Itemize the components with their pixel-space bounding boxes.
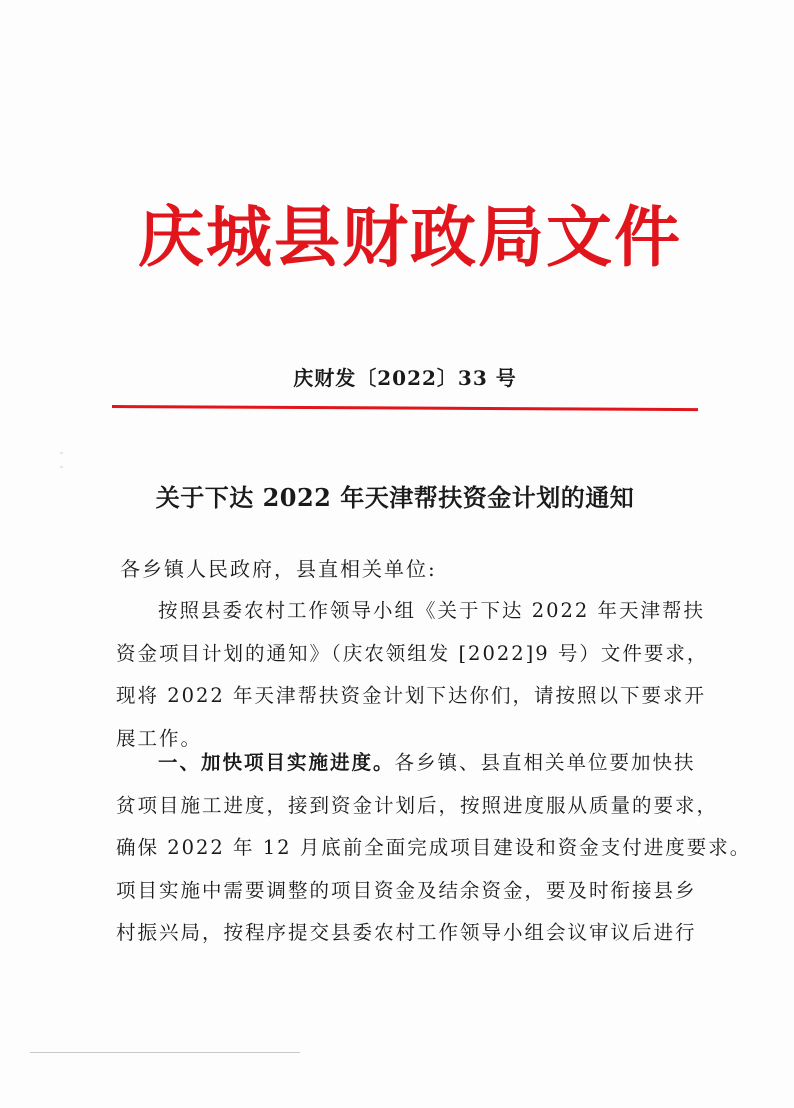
paragraph-line: 项目实施中需要调整的项目资金及结余资金，要及时衔接县乡 (116, 878, 697, 902)
footer-rule (30, 1052, 300, 1053)
scan-artifact (60, 452, 63, 454)
paragraph-intro (116, 590, 709, 760)
paragraph-line: 现将 2022 年天津帮扶资金计划下达你们，请按照以下要求开 (116, 684, 707, 707)
paragraph-line-first (116, 742, 696, 785)
paragraph-section-one (116, 742, 752, 955)
paragraph-line: 资金项目计划的通知》（庆农领组发 [2022]9 号）文件要求， (116, 641, 709, 665)
section-heading: 一、加快项目实施进度。 (158, 751, 395, 774)
salutation: 各乡镇人民政府，县直相关单位: (120, 557, 437, 581)
paragraph-line: 贫项目施工进度，接到资金计划后，按照进度服从质量的要求， (116, 793, 719, 817)
document-title: 关于下达 2022 年天津帮扶资金计划的通知 (155, 483, 635, 512)
paragraph-line: 按照县委农村工作领导小组《关于下达 2022 年天津帮扶 (158, 599, 706, 622)
paragraph-line: 展工作。 (116, 726, 203, 750)
red-divider-line (112, 405, 698, 411)
document-number: 庆财发〔2022〕33 号 (293, 366, 517, 390)
paragraph-line: 确保 2022 年 12 月底前全面完成项目建设和资金支付进度要求。 (116, 836, 752, 859)
paragraph-line: 村振兴局，按程序提交县委农村工作领导小组会议审议后进行 (116, 921, 697, 944)
org-header-title: 庆城县财政局文件 (138, 199, 682, 276)
paragraph-line-text: 各乡镇、县直相关单位要加快扶 (394, 751, 696, 774)
scan-artifact (60, 466, 63, 468)
